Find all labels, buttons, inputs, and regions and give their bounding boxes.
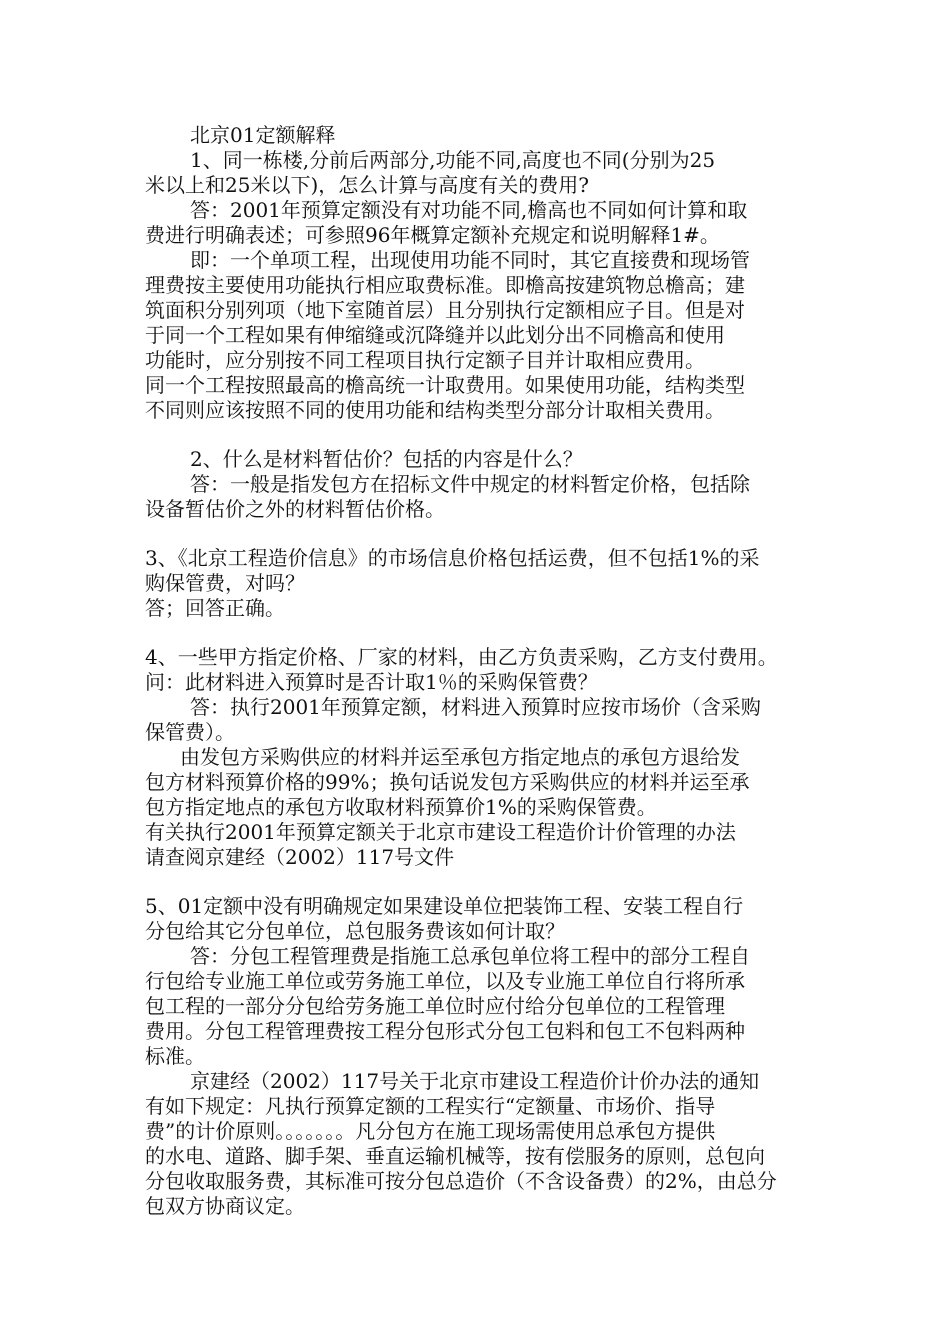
spacer: [145, 522, 815, 546]
q5-answer-line-10: 分包收取服务费，其标准可按分包总造价（不含设备费）的2%，由总分: [145, 1169, 777, 1193]
q1-question-line-1: 1、同一栋楼,分前后两部分,功能不同,高度也不同(分别为25: [190, 148, 716, 172]
q4-answer-line-4: 包方材料预算价格的99%；换句话说发包方采购供应的材料并运至承: [145, 770, 750, 794]
q1-answer-line-1: 答：2001年预算定额没有对功能不同,檐高也不同如何计算和取: [190, 198, 748, 222]
q4-answer-line-2: 保管费）。: [145, 720, 235, 744]
q5-answer-line-3: 包工程的一部分分包给劳务施工单位时应付给分包单位的工程管理: [145, 994, 725, 1018]
spacer: [145, 621, 815, 645]
q1-answer-line-7: 功能时，应分别按不同工程项目执行定额子目并计取相应费用。: [145, 348, 705, 372]
q4-answer-line-7: 请查阅京建经（2002）117号文件: [145, 845, 455, 869]
q1-question-line-2: 米以上和25米以下)，怎么计算与高度有关的费用?: [145, 173, 589, 197]
q2-answer-line-2: 设备暂估价之外的材料暂估价格。: [145, 497, 445, 521]
q2-question-line-1: 2、什么是材料暂估价？包括的内容是什么？: [190, 447, 583, 471]
q1-answer-line-8: 同一个工程按照最高的檐高统一计取费用。如果使用功能，结构类型: [145, 373, 745, 397]
q5-answer-line-5: 标准。: [145, 1044, 205, 1068]
q5-answer-line-4: 费用。分包工程管理费按工程分包形式分包工包料和包工不包料两种: [145, 1019, 745, 1043]
q5-answer-line-7: 有如下规定：凡执行预算定额的工程实行“定额量、市场价、指导: [145, 1094, 716, 1118]
q1-answer-line-4: 理费按主要使用功能执行相应取费标准。即檐高按建筑物总檐高；建: [145, 273, 745, 297]
q5-answer-line-8: 费”的计价原则。。。。。。。凡分包方在施工现场需使用总承包方提供: [145, 1119, 716, 1143]
q3-question-line-1: 3、《北京工程造价信息》的市场信息价格包括运费，但不包括1%的采: [145, 546, 760, 570]
spacer: [145, 423, 815, 447]
q1-answer-line-2: 费进行明确表述；可参照96年概算定额补充规定和说明解释1#。: [145, 223, 720, 247]
document-title: 北京01定额解释: [190, 123, 336, 147]
q3-question-line-2: 购保管费，对吗？: [145, 571, 305, 595]
q5-answer-line-6: 京建经（2002）117号关于北京市建设工程造价计价办法的通知: [190, 1069, 760, 1093]
q1-answer-line-9: 不同则应该按照不同的使用功能和结构类型分部分计取相关费用。: [145, 398, 725, 422]
q1-answer-line-5: 筑面积分别列项（地下室随首层）且分别执行定额相应子目。但是对: [145, 298, 745, 322]
q4-answer-line-3: 由发包方采购供应的材料并运至承包方指定地点的承包方退给发: [180, 745, 740, 769]
q4-question-line-1: 4、一些甲方指定价格、厂家的材料，由乙方负责采购，乙方支付费用。: [145, 645, 778, 669]
q2-answer-line-1: 答：一般是指发包方在招标文件中规定的材料暂定价格，包括除: [190, 472, 750, 496]
q4-answer-line-5: 包方指定地点的承包方收取材料预算价1%的采购保管费。: [145, 795, 657, 819]
q1-answer-line-6: 于同一个工程如果有伸缩缝或沉降缝并以此划分出不同檐高和使用: [145, 323, 725, 347]
q5-question-line-2: 分包给其它分包单位，总包服务费该如何计取？: [145, 919, 565, 943]
q5-question-line-1: 5、01定额中没有明确规定如果建设单位把装饰工程、安装工程自行: [145, 894, 744, 918]
q5-answer-line-9: 的水电、道路、脚手架、垂直运输机械等，按有偿服务的原则，总包向: [145, 1144, 765, 1168]
q5-answer-line-1: 答：分包工程管理费是指施工总承包单位将工程中的部分工程自: [190, 944, 750, 968]
q1-answer-line-3: 即：一个单项工程，出现使用功能不同时，其它直接费和现场管: [190, 248, 750, 272]
document-page: [145, 123, 815, 1219]
q5-answer-line-11: 包双方协商议定。: [145, 1194, 305, 1218]
q3-answer-line-1: 答；回答正确。: [145, 596, 285, 620]
q4-answer-line-6: 有关执行2001年预算定额关于北京市建设工程造价计价管理的办法: [145, 820, 736, 844]
q5-answer-line-2: 行包给专业施工单位或劳务施工单位，以及专业施工单位自行将所承: [145, 969, 745, 993]
spacer: [145, 870, 815, 894]
q4-question-line-2: 问：此材料进入预算时是否计取1％的采购保管费？: [145, 670, 598, 694]
q4-answer-line-1: 答：执行2001年预算定额，材料进入预算时应按市场价（含采购: [190, 695, 761, 719]
